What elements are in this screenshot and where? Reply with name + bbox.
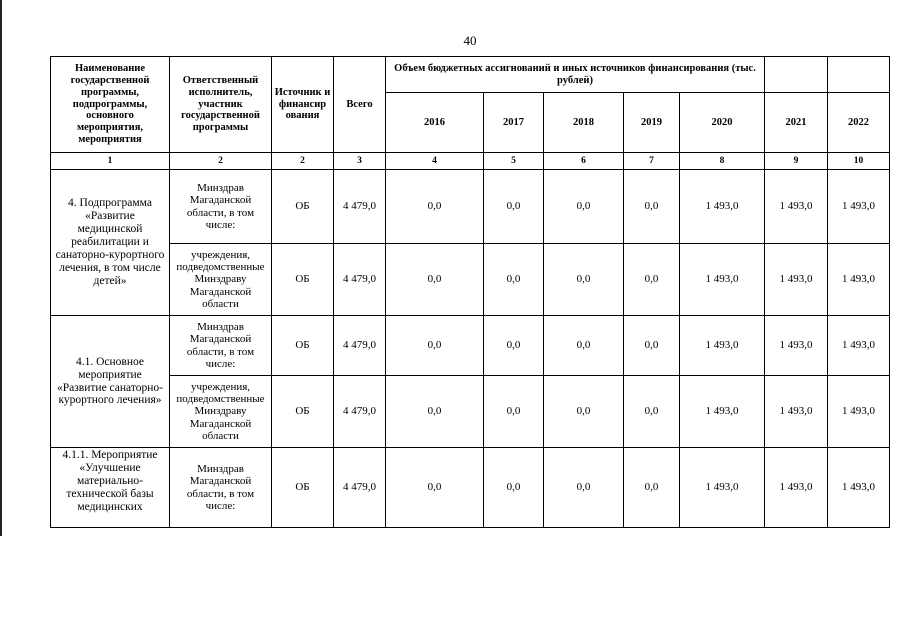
header-year: 2016 — [386, 93, 484, 153]
column-number: 2 — [272, 153, 334, 170]
executor-cell: учреждения, подведомственные Минздраву Магаданской области — [170, 376, 272, 448]
page-bottom-margin — [0, 536, 905, 640]
value-cell: 0,0 — [484, 316, 544, 376]
value-cell: 0,0 — [386, 170, 484, 244]
column-number: 7 — [624, 153, 680, 170]
value-cell: 0,0 — [544, 448, 624, 528]
header-name: Наименование государственной программы, подпрограммы, основного мероприятия, мероприятия — [51, 57, 170, 153]
value-cell: 0,0 — [386, 316, 484, 376]
value-cell: 1 493,0 — [680, 244, 765, 316]
value-cell: 1 493,0 — [828, 170, 890, 244]
source-cell: ОБ — [272, 170, 334, 244]
total-cell: 4 479,0 — [334, 316, 386, 376]
value-cell: 0,0 — [624, 244, 680, 316]
total-cell: 4 479,0 — [334, 170, 386, 244]
source-cell: ОБ — [272, 376, 334, 448]
value-cell: 1 493,0 — [765, 376, 828, 448]
value-cell: 1 493,0 — [828, 448, 890, 528]
column-number: 10 — [828, 153, 890, 170]
column-number: 9 — [765, 153, 828, 170]
header-source: Источник и финансир ования — [272, 57, 334, 153]
value-cell: 1 493,0 — [765, 244, 828, 316]
value-cell: 0,0 — [624, 448, 680, 528]
value-cell: 1 493,0 — [828, 376, 890, 448]
table-row — [51, 316, 890, 376]
total-cell: 4 479,0 — [334, 376, 386, 448]
header-blank-cell — [765, 57, 828, 93]
header-executor: Ответственный исполнитель, участник государственной программы — [170, 57, 272, 153]
executor-cell: Минздрав Магаданской области, в том числе: — [170, 170, 272, 244]
program-name-cell: 4.1. Основное мероприятие «Развитие санаторно-курортного лечения» — [51, 316, 170, 448]
source-cell: ОБ — [272, 316, 334, 376]
executor-cell: Минздрав Магаданской области, в том числе: — [170, 448, 272, 528]
value-cell: 0,0 — [484, 244, 544, 316]
value-cell: 0,0 — [484, 170, 544, 244]
column-number: 2 — [170, 153, 272, 170]
total-cell: 4 479,0 — [334, 244, 386, 316]
value-cell: 1 493,0 — [680, 170, 765, 244]
source-cell: ОБ — [272, 244, 334, 316]
header-year: 2022 — [828, 93, 890, 153]
column-number: 8 — [680, 153, 765, 170]
value-cell: 0,0 — [624, 170, 680, 244]
value-cell: 0,0 — [544, 316, 624, 376]
table-row — [51, 244, 890, 316]
executor-cell: учреждения, подведомственные Минздраву Магаданской области — [170, 244, 272, 316]
value-cell: 0,0 — [624, 316, 680, 376]
header-year: 2018 — [544, 93, 624, 153]
executor-cell: Минздрав Магаданской области, в том числе: — [170, 316, 272, 376]
value-cell: 1 493,0 — [765, 316, 828, 376]
column-number-row — [51, 153, 890, 170]
header-year: 2020 — [680, 93, 765, 153]
value-cell: 0,0 — [386, 376, 484, 448]
value-cell: 1 493,0 — [680, 376, 765, 448]
header-volume: Объем бюджетных ассигнований и иных источников финансирования (тыс. рублей) — [386, 57, 765, 93]
value-cell: 0,0 — [544, 170, 624, 244]
table-row — [51, 376, 890, 448]
value-cell: 0,0 — [624, 376, 680, 448]
budget-table — [50, 56, 890, 528]
header-year: 2017 — [484, 93, 544, 153]
program-name-cell: 4.1.1. Мероприятие «Улучшение материально-технической базы медицинских — [51, 448, 170, 528]
column-number: 6 — [544, 153, 624, 170]
value-cell: 0,0 — [544, 244, 624, 316]
value-cell: 1 493,0 — [828, 244, 890, 316]
value-cell: 1 493,0 — [680, 448, 765, 528]
value-cell: 1 493,0 — [680, 316, 765, 376]
header-total: Всего — [334, 57, 386, 153]
page-number: 40 — [463, 33, 477, 48]
value-cell: 0,0 — [386, 448, 484, 528]
header-blank-cell — [828, 57, 890, 93]
column-number: 5 — [484, 153, 544, 170]
column-number: 3 — [334, 153, 386, 170]
total-cell: 4 479,0 — [334, 448, 386, 528]
column-number: 1 — [51, 153, 170, 170]
table-row — [51, 448, 890, 528]
source-cell: ОБ — [272, 448, 334, 528]
value-cell: 0,0 — [484, 376, 544, 448]
column-number: 4 — [386, 153, 484, 170]
table-row — [51, 170, 890, 244]
value-cell: 1 493,0 — [765, 448, 828, 528]
value-cell: 0,0 — [386, 244, 484, 316]
program-name-cell: 4. Подпрограмма «Развитие медицинской реабилитации и санаторно-курортного лечения, в том числе детей» — [51, 170, 170, 316]
header-year: 2019 — [624, 93, 680, 153]
value-cell: 0,0 — [484, 448, 544, 528]
value-cell: 1 493,0 — [765, 170, 828, 244]
header-year: 2021 — [765, 93, 828, 153]
value-cell: 1 493,0 — [828, 316, 890, 376]
value-cell: 0,0 — [544, 376, 624, 448]
